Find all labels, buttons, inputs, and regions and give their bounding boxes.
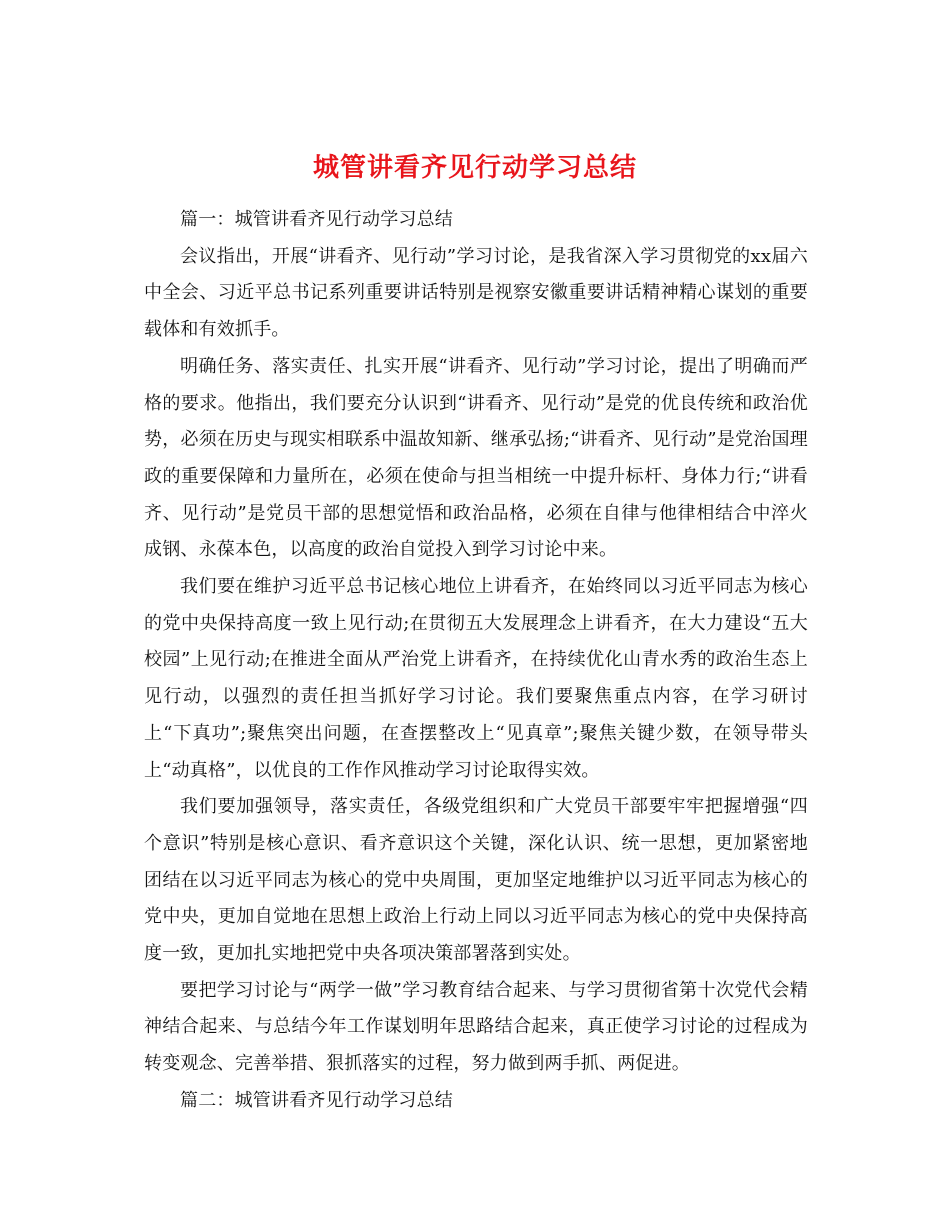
paragraph-5: 要把学习讨论与“两学一做”学习教育结合起来、与学习贯彻省第十次党代会精神结合起来、与总结今年工作谋划明年思路结合起来，真正使学习讨论的过程成为转变观念、完善举措、狠抓落实的过程，努力做到两手抓、两促进。 bbox=[144, 979, 808, 1075]
paragraph-3: 我们要在维护习近平总书记核心地位上讲看齐，在始终同以习近平同志为核心的党中央保持高度一致上见行动;在贯彻五大发展理念上讲看齐，在大力建设“五大校园”上见行动;在推进全面从严治党上讲看齐，在持续优化山青水秀的政治生态上见行动，以强烈的责任担当抓好学习讨论。我们要聚焦重点内容，在学习研讨上“下真功”;聚焦突出问题，在查摆整改上“见真章”;聚焦关键少数，在领导带头上“动真格”，以优良的工作作风推动学习讨论取得实效。 bbox=[144, 576, 808, 781]
document-body bbox=[144, 202, 808, 1120]
section-heading-2: 篇二：城管讲看齐见行动学习总结 bbox=[180, 1089, 453, 1111]
paragraph-2: 明确任务、落实责任、扎实开展“讲看齐、见行动”学习讨论，提出了明确而严格的要求。他指出，我们要充分认识到“讲看齐、见行动”是党的优良传统和政治优势，必须在历史与现实相联系中温故知新、继承弘扬;“讲看齐、见行动”是党治国理政的重要保障和力量所在，必须在使命与担当相统一中提升标杆、身体力行;“讲看齐、见行动”是党员干部的思想觉悟和政治品格，必须在自律与他律相结合中淬火成钢、永葆本色，以高度的政治自觉投入到学习讨论中来。 bbox=[144, 355, 808, 561]
document-title: 城管讲看齐见行动学习总结 bbox=[312, 153, 637, 184]
paragraph-4: 我们要加强领导，落实责任，各级党组织和广大党员干部要牢牢把握增强“四个意识”特别是核心意识、看齐意识这个关键，深化认识、统一思想，更加紧密地团结在以习近平同志为核心的党中央周围，更加坚定地维护以习近平同志为核心的党中央，更加自觉地在思想上政治上行动上同以习近平同志为核心的党中央保持高度一致，更加扎实地把党中央各项决策部署落到实处。 bbox=[144, 796, 808, 965]
section-heading-1: 篇一：城管讲看齐见行动学习总结 bbox=[180, 209, 453, 230]
paragraph-1: 会议指出，开展“讲看齐、见行动”学习讨论，是我省深入学习贯彻党的xx届六中全会、习近平总书记系列重要讲话特别是视察安徽重要讲话精神精心谋划的重要载体和有效抓手。 bbox=[144, 245, 808, 341]
